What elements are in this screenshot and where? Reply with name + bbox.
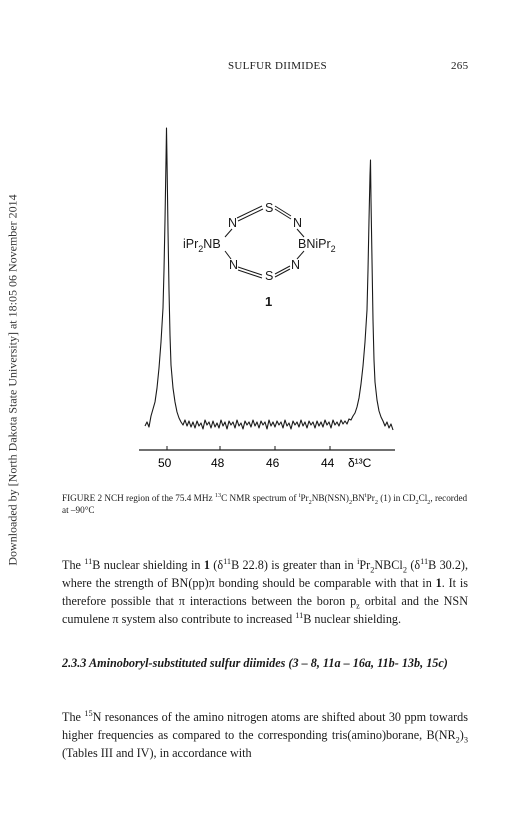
figure-caption: FIGURE 2 NCH region of the 75.4 MHz $^{13}$C NMR spectrum of $^iPr_2NB(NSN)_2BN^iPr_2$ (1) in $CD_2Cl_2$, recorded at –90°C (62, 491, 468, 515)
atom-n-bottom-left: N (229, 258, 239, 272)
nmr-figure (125, 120, 415, 495)
x-tick-label: 50 (158, 456, 172, 470)
download-note (6, 80, 20, 680)
compound-number: 1 (265, 294, 273, 309)
atom-n-top-left: N (228, 216, 238, 230)
download-note-text: Downloaded by [North Dakota State University] at 18:05 06 November 2014 (5, 194, 20, 566)
nmr-spectrum-svg (125, 120, 415, 495)
x-tick-label: 48 (211, 456, 225, 470)
body-paragraph-boron-shielding: The $^{11}$B nuclear shielding in 1 ($\delta^{11}B$ 22.8) is greater than in $^iPr_2NBCl_2$ ($\delta^{11}B$ 30.2), where the strength of BN(pp)π bonding should be comparable with that in 1. It is therefore possible that π interactions between the boron $p_z$ orbital and the NSN cumulene π system also contribute to increased $^{11}$B nuclear shielding. (62, 556, 469, 626)
x-tick-label: 44 (321, 456, 335, 470)
section-heading: 2.3.3 Aminoboryl-substituted sulfur diimides (3 – 8, 11a – 16a, 11b- 13b, 15c) (62, 656, 448, 670)
atom-n-top-right: N (293, 216, 303, 230)
right-boryl-group: BNiPr$_2$ (298, 237, 336, 254)
x-axis (139, 446, 395, 470)
molecule-structure (183, 201, 336, 309)
running-head (0, 60, 524, 76)
atom-n-bottom-right: N (291, 258, 301, 272)
atom-s-bottom: S (265, 269, 274, 283)
x-axis-unit: δ¹³C (348, 456, 372, 470)
atom-s-top: S (265, 201, 274, 215)
body-paragraph-n15-shifts: The $^{15}$N resonances of the amino nitrogen atoms are shifted about 30 ppm towards higher frequencies as compared to the corresponding tris(amino)borane, $B(NR_2)_3$ (Tables III and IV), in accordance with (62, 708, 468, 760)
x-tick-label: 46 (266, 456, 280, 470)
left-boryl-group: iPr$_2$NB (183, 237, 221, 254)
running-title: SULFUR DIIMIDES (228, 60, 327, 72)
page-number: 265 (451, 60, 469, 72)
